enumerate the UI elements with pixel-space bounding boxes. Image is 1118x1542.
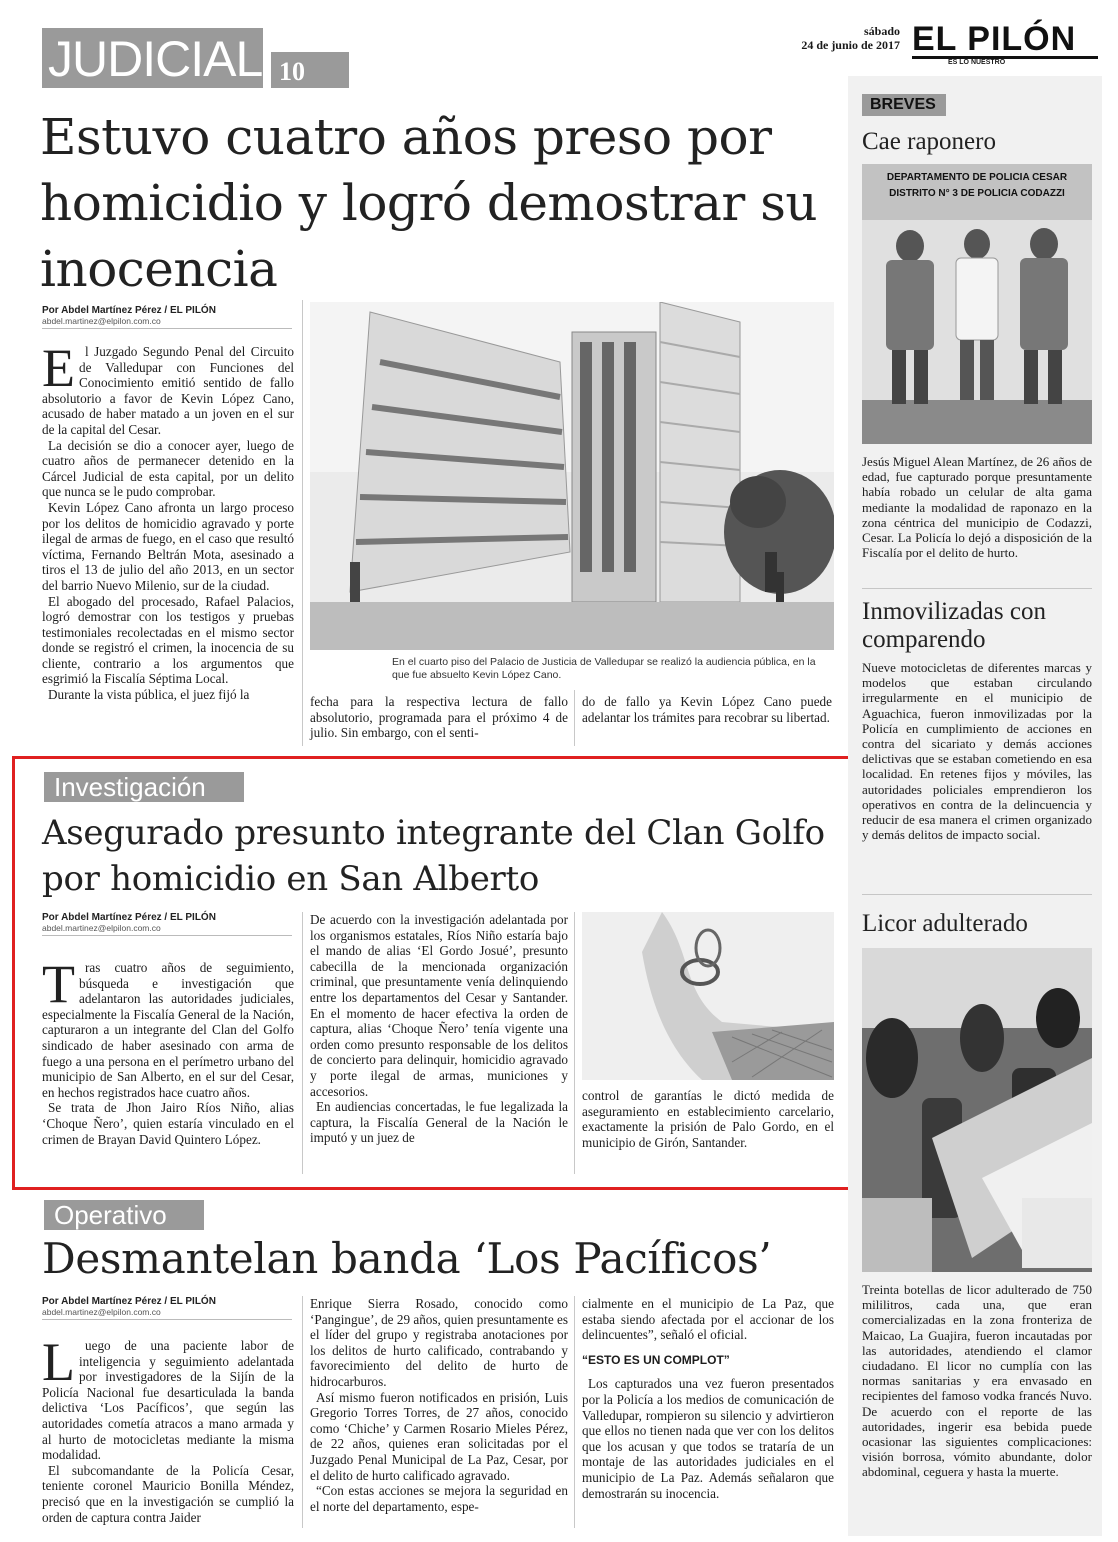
- paragraph: l Juzgado Segundo Penal del Circuito de Valledupar con Funciones del Conocimiento emitió sentido de fallo absolutorio a favor de Kevin López Cano, acusado de haber matado a un joven en el sur de la capital del Cesar.: [42, 344, 294, 437]
- investigation-headline: Asegurado presunto integrante del Clan Golfo por homicidio en San Alberto: [42, 813, 825, 899]
- liquor-photo: [862, 948, 1092, 1272]
- main-photo: [310, 302, 834, 650]
- police-photo: [862, 164, 1092, 444]
- paragraph: fecha para la respectiva lectura de fallo absolutorio, programada para el próximo 4 de julio. Sin embargo, con el senti-: [310, 694, 568, 741]
- paragraph: La decisión se dio a conocer ayer, luego de cuatro años de permanecer detenido en la Cárcel Judicial de esta capital, por un delito que nunca se le pudo comprobar.: [42, 437, 294, 500]
- column-rule: [574, 690, 575, 746]
- section-header: [42, 28, 322, 88]
- paragraph: Se trata de Jhon Jairo Ríos Niño, alias ‘Choque Ñero’, quien estaría vinculado en el crimen de Brayan David Quintero López.: [42, 1100, 294, 1147]
- dropcap: L: [42, 1332, 75, 1392]
- column-rule: [574, 1296, 575, 1528]
- paragraph: De acuerdo con la investigación adelantada por los organismos estatales, Ríos Niño estaría bajo el mando de alias ‘El Gordo Josué’, presunto cabecilla de la mencionada organización criminal, que presuntamente venía delinquiendo entre los departamentos del Cesar y Santander. En el momento de hacer efectiva la orden de captura, alias ‘Choque Ñero’ tenía vigente una orden como presunto responsable de los delitos de concierto para delinquir, homicidio agravado y porte ilegal de armas, municiones y accesorios.: [310, 912, 568, 1099]
- brief-title: Cae raponero: [862, 128, 996, 155]
- paragraph: control de garantías le dictó medida de aseguramiento en establecimiento carcelario, exactamente la prisión de Palo Gordo, en el municipio de Girón, Santander.: [582, 1088, 834, 1150]
- brief-text: Jesús Miguel Alean Martínez, de 26 años de edad, fue capturado porque presuntamente había robado un celular de alta gama mediante la modalidad de raponazo en la zona céntrica del municipio de Codazzi, Cesar. La Policía lo dejó a disposición de la Fiscalía por el delito de hurto.: [862, 454, 1092, 561]
- page-number: [268, 52, 349, 88]
- main-col-1: [42, 338, 294, 703]
- byline-email: abdel.martinez@elpilon.com.co: [42, 316, 292, 329]
- main-byline: [42, 305, 292, 329]
- paragraph: El abogado del procesado, Rafael Palacios, logró demostrar con los testigos y pruebas testimoniales recolectadas en el mismo sector donde se registró el crimen, la inocencia de su cliente, contrario a los argumentos que esgrimió la Fiscalía Séptima Local.: [42, 593, 294, 687]
- operativo-col-1: [42, 1332, 294, 1525]
- paragraph: cialmente en el municipio de La Paz, que estaba siendo afectada por el accionar de los delincuentes”, señaló el oficial.: [582, 1296, 834, 1343]
- operativo-headline: Desmantelan banda ‘Los Pacíficos’: [42, 1234, 772, 1283]
- sidebar-divider: [862, 588, 1092, 589]
- date-day: sábado: [863, 24, 900, 38]
- brief-text: Treinta botellas de licor adulterado de 750 mililitros, cada una, que eran comercializadas en la zona fronteriza de Maicao, La Guajira, fueron incautadas por las autoridades, atendiendo el clamor ciudadano. El licor no cumplía con las normas sanitarias y era envasado en recipientes del famoso vodka francés Nuvo. De acuerdo con el reporte de las autoridades, ingerir esa bebida puede ocasionar las siguientes complicaciones: visión borrosa, vómito abundante, dolor abdominal, ceguera y hasta la muerte.: [862, 1282, 1092, 1480]
- byline-email: abdel.martinez@elpilon.com.co: [42, 1307, 292, 1320]
- main-col-3: [582, 694, 832, 725]
- byline-text: Por Abdel Martínez Pérez / EL PILÓN: [42, 912, 216, 923]
- section-title: JUDICIAL: [42, 28, 263, 88]
- brief-title: Licor adulterado: [862, 910, 1028, 937]
- byline-email: abdel.martinez@elpilon.com.co: [42, 923, 292, 936]
- operativo-col-3: [582, 1296, 834, 1501]
- paragraph: Durante la vista pública, el juez fijó la: [48, 687, 250, 703]
- main-headline: Estuvo cuatro años preso por homicidio y logró demostrar su inocencia: [40, 108, 818, 298]
- courthouse-image: [310, 302, 834, 650]
- paragraph: Los capturados una vez fueron presentados por la Policía a los medios de comunicación de Valledupar, rompieron su silencio y advirtieron que ellos no tienen nada que ver con los delitos que los acusan y que todos se trataría de un montaje de las autoridades judiciales en el municipio de La Paz. Además señalaron que demostrarán su inocencia.: [582, 1376, 834, 1501]
- dropcap: E: [42, 338, 75, 398]
- brief-text: Nueve motocicletas de diferentes marcas y modelos que estaban circulando irregularmente en el municipio de Aguachica, fueron inmovilizadas por la Policía en cumplimiento de acciones en contra del sicariato y demás acciones delictivas que se estaban cometiendo en esa localidad. En retenes fijos y móviles, las autoridades policiales emprendieron los operativos en contra de la delincuencia y reducir de esa manera el crimen organizado y demás delitos de impacto social.: [862, 660, 1092, 843]
- logo-text: EL PILÓN: [912, 22, 1098, 59]
- page-number-text: 10: [279, 57, 305, 86]
- paragraph: uego de una paciente labor de inteligencia y seguimiento adelantada por investigadores de la Sijín de la Policía Nacional fue desarticulada la banda delictiva ‘Los Pacíficos’, que según las autoridades cometía atracos a mano armada y al hurto de motocicletas mediante la misma modalidad.: [42, 1338, 294, 1463]
- column-rule: [302, 300, 303, 746]
- main-col-2: [310, 694, 568, 741]
- byline-text: Por Abdel Martínez Pérez / EL PILÓN: [42, 1296, 216, 1307]
- logo-slogan: ES LO NUESTRO: [948, 59, 1006, 66]
- paragraph: Así mismo fueron notificados en prisión, Luis Gregorio Torres Torres, de 27 años, conocido como ‘Chiche’ y Carmen Rosario Mieles Pérez, de 22 años, quienes eran solicitadas por el Juzgado Penal Municipal de La Paz, Cesar, por el delito de hurto calificado agravado.: [310, 1389, 568, 1483]
- date-full: 24 de junio de 2017: [801, 38, 900, 52]
- paragraph: do de fallo ya Kevin López Cano puede adelantar los trámites para recobrar su libertad.: [582, 694, 832, 725]
- dropcap: T: [42, 954, 75, 1014]
- column-rule: [302, 1296, 303, 1528]
- handcuffs-photo: [582, 912, 834, 1080]
- operativo-byline: [42, 1296, 292, 1320]
- liquor-bottles-image: [862, 948, 1092, 1272]
- newspaper-logo: [912, 22, 1098, 64]
- column-rule: [302, 912, 303, 1174]
- handcuffs-image: [582, 912, 834, 1080]
- date-block: [770, 24, 900, 52]
- paragraph: “Con estas acciones se mejora la seguridad en el norte del departamento, espe-: [310, 1483, 568, 1514]
- brief-title: Inmovilizadas con comparendo: [862, 598, 1046, 653]
- byline-text: Por Abdel Martínez Pérez / EL PILÓN: [42, 305, 216, 316]
- photo-caption: En el cuarto piso del Palacio de Justicia de Valledupar se realizó la audiencia pública, en la que fue absuelto Kevin López Cano.: [392, 656, 816, 681]
- investigation-byline: [42, 912, 292, 936]
- operativo-col-2: [310, 1296, 568, 1514]
- sidebar-label-text: BREVES: [870, 96, 936, 113]
- paragraph: Enrique Sierra Rosado, conocido como ‘Pangingue’, de 29 años, quien presuntamente es el líder del grupo y registraba anotaciones por los delitos de hurto calificado, contrabando y favorecimiento del delito de hurto de hidrocarburos.: [310, 1296, 568, 1389]
- photo-sign-1: DEPARTAMENTO DE POLICIA CESAR: [886, 172, 1068, 183]
- operativo-subhead: “ESTO ES UN COMPLOT”: [582, 1352, 730, 1367]
- paragraph: En audiencias concertadas, le fue legalizada la captura, la Fiscalía General de la Nación le imputó y un juez de: [310, 1099, 568, 1146]
- investigation-col-2: [310, 912, 568, 1146]
- investigation-col-1: [42, 954, 294, 1147]
- police-image: [862, 164, 1092, 444]
- paragraph: ras cuatro años de seguimiento, búsqueda e investigación que adelantaron las autoridades judiciales, especialmente la Fiscalía General de la Nación, capturaron a un integrante del Clan del Golfo sindicado de haber asesinado con arma de fuego a una persona en el perímetro urbano del municipio de San Alberto, en el sur del Cesar, en hechos registrados hace cuatro años.: [42, 960, 294, 1100]
- operativo-kicker: Operativo: [44, 1200, 204, 1230]
- investigation-kicker: Investigación: [44, 772, 244, 802]
- paragraph: El subcomandante de la Policía Cesar, teniente coronel Mauricio Bonilla Méndez, precisó que en la investigación se cumplió la orden de captura contra Jaider: [42, 1462, 294, 1525]
- sidebar-divider: [862, 894, 1092, 895]
- column-rule: [574, 912, 575, 1174]
- investigation-col-3: [582, 1088, 834, 1150]
- photo-sign-2: DISTRITO N° 3 DE POLICIA CODAZZI: [889, 188, 1065, 199]
- paragraph: Kevin López Cano afronta un largo proceso por los delitos de homicidio agravado y porte ilegal de armas de fuego, en el caso que resultó víctima, Fernando Beltrán Mota, asesinado a tiros el 13 de julio del año 2013, en un sector del barrio Nuevo Milenio, sur de la ciudad.: [42, 499, 294, 593]
- sidebar-label: [862, 94, 946, 116]
